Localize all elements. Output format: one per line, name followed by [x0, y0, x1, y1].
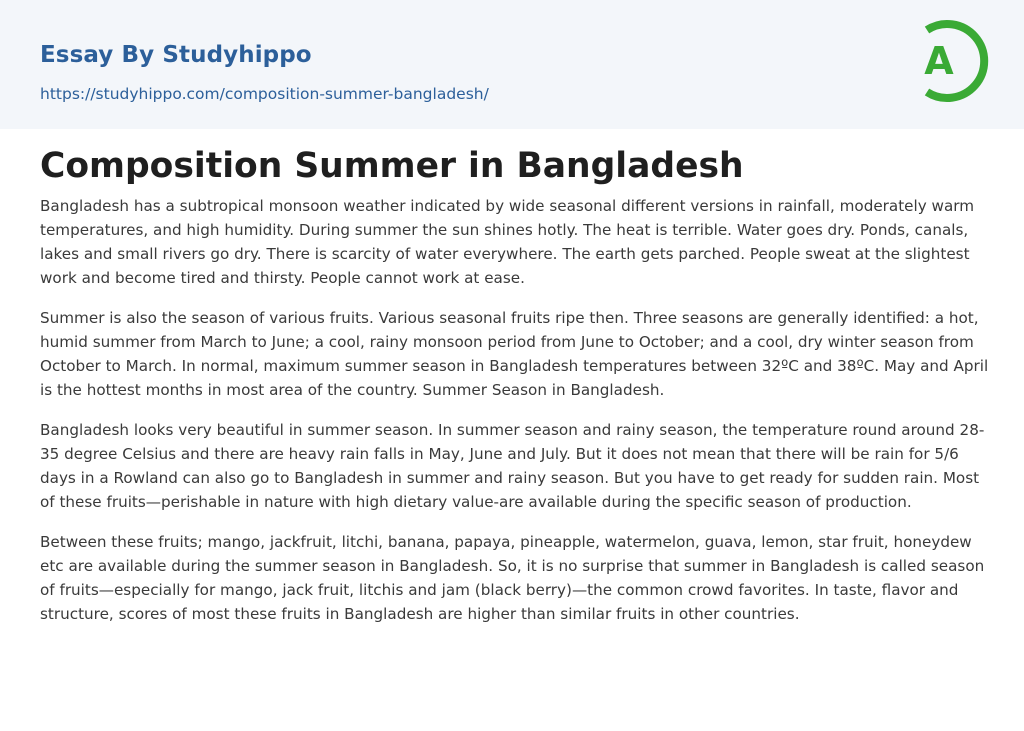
- paragraph-4: Between these fruits; mango, jackfruit, litchi, banana, papaya, pineapple, watermelon, guava, lemon, star fruit, honeydew etc are available during the summer season in Bangladesh. So, it is no surprise that summer in Bangladesh is called season of fruits—especially for mango, jack fruit, litchis and jam (black berry)—the common crowd favorites. In taste, flavor and structure, scores of most these fruits in Bangladesh are higher than similar fruits in other countries.: [40, 533, 985, 623]
- article-body: [40, 194, 990, 642]
- page-title: Composition Summer in Bangladesh: [40, 146, 744, 186]
- site-header: [0, 0, 1024, 129]
- brand-name[interactable]: Essay By Studyhippo: [40, 42, 312, 68]
- paragraph-2: Summer is also the season of various fruits. Various seasonal fruits ripe then. Three seasons are generally identified: a hot, humid summer from March to June; a cool, rainy monsoon period from June to October; and a cool, dry winter season from October to March. In normal, maximum summer season in Bangladesh temperatures between 32ºC and 38ºC. May and April is the hottest months in most area of the country. Summer Season in Bangladesh.: [40, 309, 989, 399]
- logo-letter: A: [924, 39, 954, 83]
- paragraph-3: Bangladesh looks very beautiful in summer season. In summer season and rainy season, the temperature round around 28-35 degree Celsius and there are heavy rain falls in May, June and July. But it does not mean that there will be rain for 5/6 days in a Rowland can also go to Bangladesh in summer and rainy season. But you have to get ready for sudden rain. Most of these fruits—perishable in nature with high dietary value-are available during the specific season of production.: [40, 421, 985, 511]
- studyhippo-logo-icon[interactable]: [906, 18, 992, 104]
- page-url-link[interactable]: https://studyhippo.com/composition-summer-bangladesh/: [40, 85, 489, 103]
- paragraph-1: Bangladesh has a subtropical monsoon weather indicated by wide seasonal different versions in rainfall, moderately warm temperatures, and high humidity. During summer the sun shines hotly. The heat is terrible. Water goes dry. Ponds, canals, lakes and small rivers go dry. There is scarcity of water everywhere. The earth gets parched. People sweat at the slightest work and become tired and thirsty. People cannot work at ease.: [40, 197, 975, 287]
